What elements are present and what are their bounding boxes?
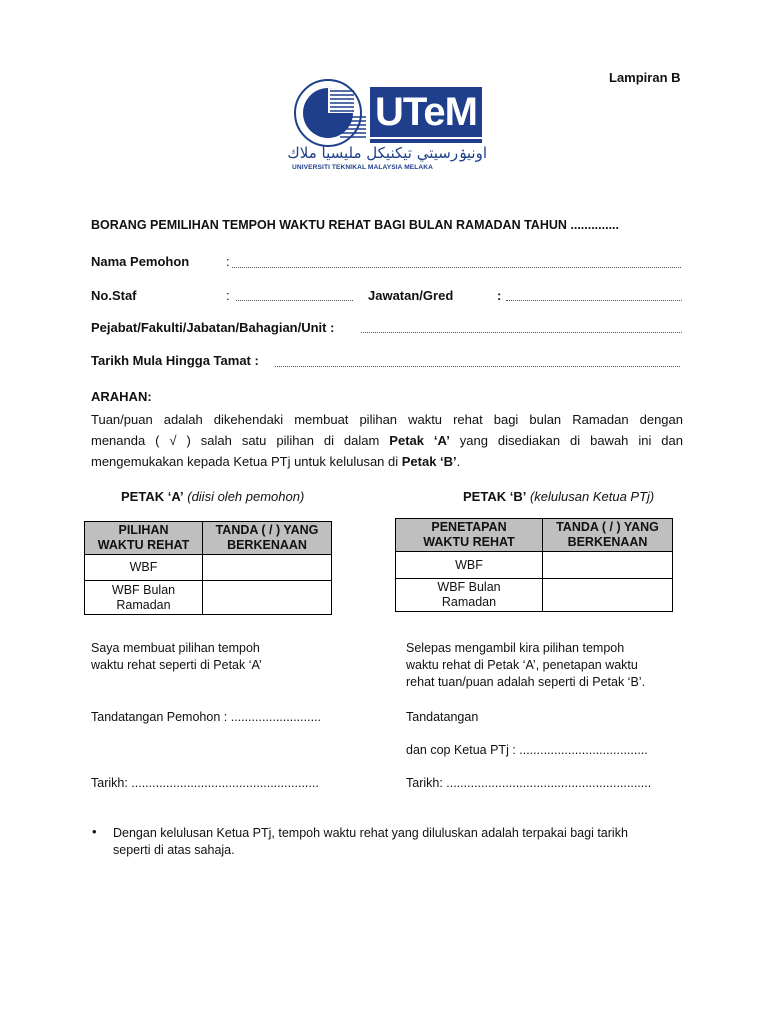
petak-a-tick-wbf-ramadan[interactable] (203, 581, 332, 615)
jawatan-field[interactable] (506, 300, 682, 301)
utem-logo (287, 75, 487, 180)
arahan-line-3-c: . (456, 454, 461, 469)
arahan-line-3-a: mengemukakan kepada Ketua PTj untuk kelulusan di (91, 454, 402, 469)
petak-b-col2-header: TANDA ( / ) YANG BERKENAAN (543, 519, 673, 552)
petak-b-row-wbf-ramadan: WBF Bulan Ramadan (396, 579, 543, 612)
petak-a-col2-header: TANDA ( / ) YANG BERKENAAN (203, 522, 332, 555)
ptj-statement-line-2: waktu rehat di Petak ‘A’, penetapan waktu (406, 658, 638, 672)
petak-b-row-wbf: WBF (396, 552, 543, 579)
tarikh-mula-label: Tarikh Mula Hingga Tamat : (91, 353, 259, 368)
logo-jawi-text: اونيۏرسيتي تيكنيكل مليسيا ملاك (287, 144, 487, 162)
ptj-statement (406, 640, 645, 691)
jawatan-label: Jawatan/Gred (368, 288, 454, 303)
petak-a-col1-header: PILIHAN WAKTU REHAT (85, 522, 203, 555)
petak-a-row-wbf: WBF (85, 555, 203, 581)
pemohon-signature[interactable]: Tandatangan Pemohon : .......................... (91, 710, 321, 724)
petak-b-subtitle: (kelulusan Ketua PTj) (529, 489, 655, 504)
nostaf-label: No.Staf (91, 288, 137, 303)
lampiran-label: Lampiran B (609, 70, 681, 85)
pemohon-statement-line-2: waktu rehat seperti di Petak ‘A’ (91, 658, 262, 672)
note-line-2: seperti di atas sahaja. (113, 843, 235, 857)
nama-colon: : (226, 254, 230, 269)
university-seal-icon (292, 77, 368, 149)
arahan-line-2-c: yang disediakan di bawah ini dan (449, 433, 683, 448)
petak-a-row-wbf-ramadan: WBF Bulan Ramadan (85, 581, 203, 615)
ptj-signature-label: Tandatangan (406, 710, 479, 724)
arahan-line-2 (91, 430, 683, 451)
petak-b-title (463, 489, 654, 504)
arahan-line-2-a: menanda ( √ ) salah satu pilihan di dalam (91, 433, 390, 448)
petak-a-subtitle: (diisi oleh pemohon) (187, 489, 305, 504)
petak-a-title-text: PETAK ‘A’ (121, 489, 184, 504)
petak-b-tick-wbf[interactable] (543, 552, 673, 579)
nama-label: Nama Pemohon (91, 254, 190, 269)
jawatan-colon: : (497, 288, 502, 303)
pemohon-date[interactable]: Tarikh: ...................................................... (91, 776, 319, 790)
note-line-1: Dengan kelulusan Ketua PTj, tempoh waktu rehat yang diluluskan adalah terpakai bagi tarikh (113, 826, 628, 840)
utem-wordmark: UTeM (375, 90, 477, 134)
petak-b-col1-header: PENETAPAN WAKTU REHAT (396, 519, 543, 552)
note-text (113, 825, 628, 859)
arahan-text (91, 409, 683, 472)
petak-b-table (395, 518, 673, 612)
petak-b-title-text: PETAK ‘B’ (463, 489, 527, 504)
petak-b-tick-wbf-ramadan[interactable] (543, 579, 673, 612)
petak-a-table (84, 521, 332, 615)
ptj-statement-line-1: Selepas mengambil kira pilihan tempoh (406, 641, 625, 655)
form-title: BORANG PEMILIHAN TEMPOH WAKTU REHAT BAGI BULAN RAMADAN TAHUN .............. (91, 218, 619, 232)
petak-b-ref: Petak ‘B’ (401, 454, 457, 469)
petak-a-tick-wbf[interactable] (203, 555, 332, 581)
nama-field[interactable] (232, 267, 681, 268)
arahan-line-3 (91, 451, 683, 472)
arahan-heading: ARAHAN: (91, 389, 152, 404)
arahan-line-1: Tuan/puan adalah dikehendaki membuat pilihan waktu rehat bagi bulan Ramadan dengan (91, 412, 683, 427)
nostaf-colon: : (226, 288, 230, 303)
note-bullet: • (92, 824, 97, 839)
utem-wordmark-box (370, 87, 482, 137)
petak-a-ref: Petak ‘A’ (389, 433, 450, 448)
pejabat-field[interactable] (361, 332, 682, 333)
petak-a-title (121, 489, 304, 504)
tarikh-mula-field[interactable] (275, 366, 680, 367)
nostaf-field[interactable] (236, 300, 353, 301)
ptj-date[interactable]: Tarikh: ........................................................... (406, 776, 652, 790)
logo-university-name: UNIVERSITI TEKNIKAL MALAYSIA MELAKA (292, 164, 433, 171)
pemohon-statement (91, 640, 262, 674)
pejabat-label: Pejabat/Fakulti/Jabatan/Bahagian/Unit : (91, 320, 335, 335)
ptj-statement-line-3: rehat tuan/puan adalah seperti di Petak ‘B’. (406, 675, 646, 689)
ptj-signature-cop[interactable]: dan cop Ketua PTj : ..................................... (406, 743, 648, 757)
pemohon-statement-line-1: Saya membuat pilihan tempoh (91, 641, 260, 655)
